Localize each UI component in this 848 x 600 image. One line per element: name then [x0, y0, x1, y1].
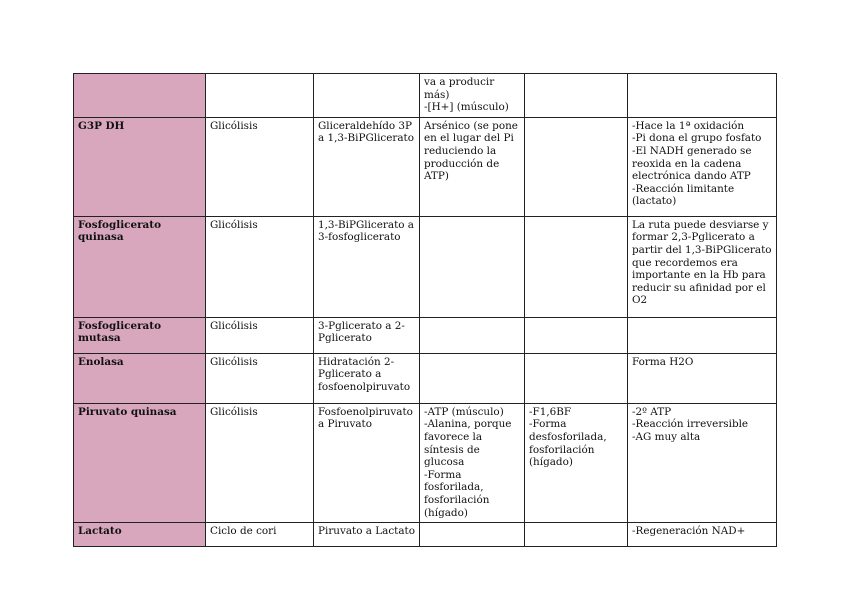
enzyme-name-cell: Fosfoglicerato mutasa	[74, 317, 206, 353]
inhibitors-cell	[420, 317, 525, 353]
table-row	[74, 403, 777, 522]
reaction-cell: 1,3-BiPGlicerato a 3-fosfoglicerato	[314, 216, 420, 317]
activators-cell	[525, 317, 628, 353]
activators-cell: -F1,6BF -Forma desfosforilada, fosforilación (hígado)	[525, 403, 628, 522]
enzyme-name-cell: Enolasa	[74, 353, 206, 403]
enzyme-table	[73, 73, 777, 547]
inhibitors-cell: va a producir más) -[H+] (músculo)	[420, 74, 525, 118]
enzyme-name-cell: Lactato	[74, 523, 206, 547]
notes-cell: -Hace la 1ª oxidación -Pi dona el grupo fosfato -El NADH generado se reoxida en la cadena electrónica dando ATP -Reacción limitante (lactato)	[628, 117, 777, 216]
reaction-cell: Fosfoenolpiruvato a Piruvato	[314, 403, 420, 522]
enzyme-name-cell: G3P DH	[74, 117, 206, 216]
pathway-cell: Glicólisis	[206, 317, 314, 353]
pathway-cell	[206, 74, 314, 118]
notes-cell: -2º ATP -Reacción irreversible -AG muy alta	[628, 403, 777, 522]
reaction-cell: 3-Pglicerato a 2-Pglicerato	[314, 317, 420, 353]
activators-cell	[525, 117, 628, 216]
activators-cell	[525, 353, 628, 403]
reaction-cell: Hidratación 2-Pglicerato a fosfoenolpiruvato	[314, 353, 420, 403]
pathway-cell: Glicólisis	[206, 117, 314, 216]
inhibitors-cell	[420, 523, 525, 547]
reaction-cell: Piruvato a Lactato	[314, 523, 420, 547]
table-row	[74, 117, 777, 216]
inhibitors-cell: Arsénico (se pone en el lugar del Pi reduciendo la producción de ATP)	[420, 117, 525, 216]
notes-cell: La ruta puede desviarse y formar 2,3-Pglicerato a partir del 1,3-BiPGlicerato que recordemos era importante en la Hb para reducir su afinidad por el O2	[628, 216, 777, 317]
notes-cell	[628, 317, 777, 353]
reaction-cell: Gliceraldehído 3P a 1,3-BiPGlicerato	[314, 117, 420, 216]
enzyme-name-cell: Piruvato quinasa	[74, 403, 206, 522]
inhibitors-cell	[420, 216, 525, 317]
table-row	[74, 353, 777, 403]
notes-cell: -Regeneración NAD+	[628, 523, 777, 547]
activators-cell	[525, 216, 628, 317]
notes-cell	[628, 74, 777, 118]
inhibitors-cell: -ATP (músculo) -Alanina, porque favorece la síntesis de glucosa -Forma fosforilada, fosforilación (hígado)	[420, 403, 525, 522]
enzyme-name-cell	[74, 74, 206, 118]
inhibitors-cell	[420, 353, 525, 403]
pathway-cell: Glicólisis	[206, 353, 314, 403]
activators-cell	[525, 523, 628, 547]
reaction-cell	[314, 74, 420, 118]
table-row	[74, 523, 777, 547]
pathway-cell: Glicólisis	[206, 403, 314, 522]
pathway-cell: Glicólisis	[206, 216, 314, 317]
pathway-cell: Ciclo de cori	[206, 523, 314, 547]
table-row	[74, 74, 777, 118]
table-row	[74, 216, 777, 317]
table-row	[74, 317, 777, 353]
enzyme-name-cell: Fosfoglicerato quinasa	[74, 216, 206, 317]
notes-cell: Forma H2O	[628, 353, 777, 403]
activators-cell	[525, 74, 628, 118]
